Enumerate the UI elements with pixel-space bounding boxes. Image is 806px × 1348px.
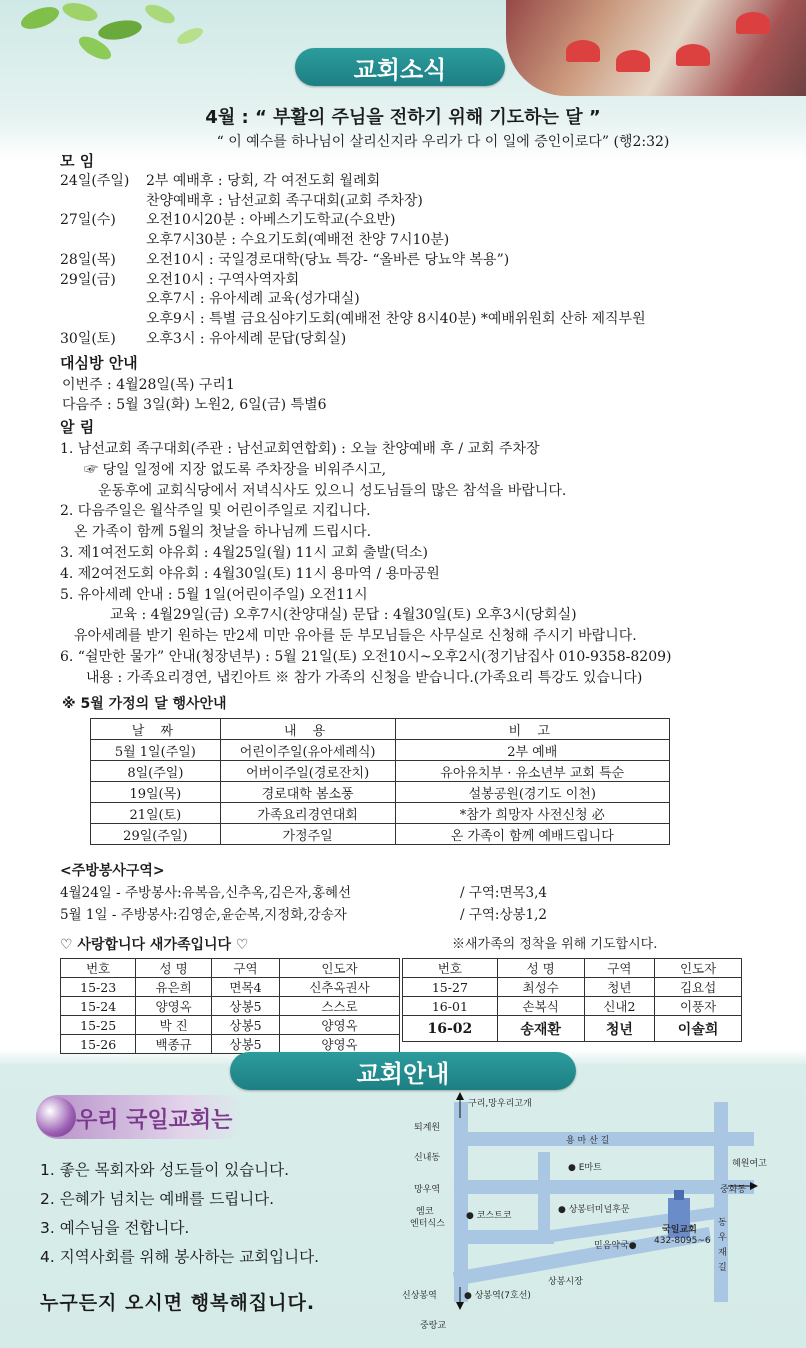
notice-line: 2. 다음주일은 월삭주일 및 어린이주일로 지킵니다.	[60, 503, 371, 520]
new-family-heading: ♡ 사랑합니다 새가족입니다 ♡	[60, 937, 249, 953]
map-label-terminal: ● 상봉터미널후문	[558, 1205, 630, 1215]
events-cell: 가족요리경연대회	[220, 803, 395, 824]
meeting-day: 24일(주일)	[60, 173, 130, 189]
map-label-junghwa: 중화동	[720, 1185, 747, 1195]
events-heading: ※ 5월 가정의 달 행사안내	[62, 696, 227, 712]
map-label-guri: 구리,망우리고개	[468, 1099, 532, 1109]
family-cell: 이풍자	[655, 997, 742, 1016]
family-row	[61, 978, 400, 997]
notice-line: 6. “쉴만한 물가” 안내(청장년부) : 5월 21일(토) 오전10시~오후2시(정기남집사 010-9358-8209)	[60, 649, 672, 665]
map-label-pharmacy: 믿음약국●	[594, 1241, 637, 1251]
family-cell: 15-26	[61, 1035, 136, 1054]
family-cell: 양영옥	[136, 997, 212, 1016]
kitchen-duty: 4월24일 - 주방봉사:유복음,신추옥,김은자,홍혜선	[60, 885, 352, 901]
family-header-row	[403, 959, 742, 978]
church-news-banner: 교회소식	[295, 48, 505, 86]
map-label-sangbong-station: ● 상봉역(7호선)	[464, 1291, 531, 1301]
events-cell: 29일(주일)	[91, 824, 221, 845]
theme-verse: “ 이 예수를 하나님이 살리신지라 우리가 다 이 일에 증인이로다” (행2:32)	[216, 134, 670, 150]
new-family-table-right	[402, 958, 742, 1042]
family-cell: 송재환	[497, 1016, 584, 1042]
family-cell: 면목4	[211, 978, 279, 997]
family-cell: 15-27	[403, 978, 498, 997]
family-cell: 상봉5	[211, 1016, 279, 1035]
visitation-this-week: 이번주 : 4월28일(목) 구리1	[62, 377, 235, 393]
family-cell: 상봉5	[211, 997, 279, 1016]
events-cell: 19일(목)	[91, 782, 221, 803]
events-header-cell: 비 고	[395, 719, 670, 740]
events-row	[91, 761, 670, 782]
family-header-cell: 번호	[61, 959, 136, 978]
family-cell: 양영옥	[280, 1016, 400, 1035]
map-label-jungnang: 중랑교	[420, 1321, 447, 1331]
family-cell: 최성수	[497, 978, 584, 997]
church-info-item: 1. 좋은 목회자와 성도들이 있습니다.	[40, 1161, 290, 1179]
meeting-day: 27일(수)	[60, 212, 116, 229]
events-row	[91, 824, 670, 845]
family-header-row	[61, 959, 400, 978]
meeting-item: 오후9시 : 특별 금요심야기도회(예배전 찬양 8시40분) *예배위원회 산하 제직부원	[146, 310, 646, 327]
kitchen-duty: 5월 1일 - 주방봉사:김영순,윤순복,지정화,강송자	[60, 907, 347, 923]
church-info-item: 2. 은혜가 넘치는 예배를 드립니다.	[40, 1190, 275, 1208]
events-cell: 5월 1일(주일)	[91, 740, 221, 761]
family-row	[61, 1016, 400, 1035]
kitchen-zone: / 구역:상봉1,2	[460, 907, 548, 923]
family-cell: 스스로	[280, 997, 400, 1016]
map-label-mangu: 망우역	[414, 1185, 441, 1195]
notice-line: 1. 남선교회 족구대회(주관 : 남선교회연합회) : 오늘 찬양예배 후 / 교회 주차장	[60, 441, 540, 457]
family-row	[61, 997, 400, 1016]
map-label-sangbong-market: 상봉시장	[548, 1277, 583, 1287]
notice-line: ☞ 당일 일정에 지장 없도록 주차장을 비워주시고,	[84, 461, 387, 478]
events-cell: 유아유치부 · 유소년부 교회 특순	[395, 761, 670, 782]
meetings-heading: 모 임	[60, 152, 95, 170]
location-map	[398, 1092, 778, 1332]
family-header-cell: 번호	[403, 959, 498, 978]
map-label-hyewon: 혜원여고	[732, 1159, 767, 1169]
events-cell: 8일(주일)	[91, 761, 221, 782]
leaves-decoration	[0, 0, 240, 80]
family-row	[403, 1016, 742, 1042]
family-cell: 15-23	[61, 978, 136, 997]
map-label-dongu: 동 우 재 길	[718, 1218, 727, 1273]
family-header-cell: 인도자	[655, 959, 742, 978]
meeting-day: 29일(금)	[60, 271, 116, 288]
map-label-emco2: 엔터식스	[410, 1219, 445, 1229]
family-cell: 신추옥권사	[280, 978, 400, 997]
events-row	[91, 803, 670, 824]
map-label-church: 국일교회	[662, 1225, 697, 1235]
events-cell: 온 가족이 함께 예배드립니다	[395, 824, 670, 845]
map-label-sinnae: 신내동	[414, 1153, 441, 1163]
new-family-table-left	[60, 958, 400, 1054]
family-row	[61, 1035, 400, 1054]
family-cell: 16-01	[403, 997, 498, 1016]
meeting-item: 오후7시 : 유아세례 교육(성가대실)	[146, 291, 360, 308]
map-label-toegyewon: 퇴계원	[414, 1123, 441, 1133]
meeting-item: 오전10시 : 구역사역자회	[146, 271, 300, 288]
visitation-heading: 대심방 안내	[60, 354, 138, 372]
family-cell: 손복식	[497, 997, 584, 1016]
notice-line: 온 가족이 함께 5월의 첫날을 하나님께 드립시다.	[74, 524, 372, 541]
church-info-title-box	[36, 1095, 246, 1139]
family-header-cell: 구역	[211, 959, 279, 978]
notice-line: 4. 제2여전도회 야유회 : 4월30일(토) 11시 용마역 / 용마공원	[60, 565, 440, 582]
family-cell: 유은희	[136, 978, 212, 997]
meeting-day: 28일(목)	[60, 251, 116, 268]
church-info-closing: 누구든지 오시면 행복해집니다.	[40, 1292, 316, 1314]
kitchen-zone: / 구역:면목3,4	[460, 885, 548, 901]
family-cell: 16-02	[403, 1016, 498, 1042]
events-table	[90, 718, 670, 845]
events-cell: 어린이주일(유아세례식)	[220, 740, 395, 761]
map-label-phone: 432-8095~6	[654, 1236, 711, 1246]
kitchen-heading: <주방봉사구역>	[60, 863, 165, 879]
events-cell: *참가 희망자 사전신청 必	[395, 803, 670, 824]
notice-line: 5. 유아세례 안내 : 5월 1일(어린이주일) 오전11시	[60, 586, 368, 603]
family-row	[403, 978, 742, 997]
monthly-theme-title: 4월 : “ 부활의 주님을 전하기 위해 기도하는 달 ”	[205, 107, 601, 128]
events-cell: 21일(토)	[91, 803, 221, 824]
events-row	[91, 782, 670, 803]
notices-heading: 알 림	[60, 418, 95, 436]
meeting-item: 오전10시20분 : 아베스기도학교(수요반)	[146, 212, 396, 229]
meeting-day: 30일(토)	[60, 330, 116, 347]
church-info-item: 3. 예수님을 전합니다.	[40, 1219, 190, 1237]
visitation-next-week: 다음주 : 5월 3일(화) 노원2, 6일(금) 특별6	[62, 397, 327, 413]
church-info-title: 우리 국일교회는	[76, 1108, 233, 1133]
family-cell: 백종규	[136, 1035, 212, 1054]
family-cell: 상봉5	[211, 1035, 279, 1054]
family-cell: 청년	[584, 978, 655, 997]
meeting-item: 오후3시 : 유아세례 문답(당회실)	[146, 330, 347, 347]
church-info-banner: 교회안내	[230, 1052, 576, 1090]
map-label-emart: ● E마트	[568, 1163, 602, 1173]
family-cell: 박 진	[136, 1016, 212, 1035]
new-family-note: ※새가족의 정착을 위해 기도합시다.	[452, 937, 658, 952]
family-header-cell: 성 명	[136, 959, 212, 978]
family-cell: 양영옥	[280, 1035, 400, 1054]
family-header-cell: 인도자	[280, 959, 400, 978]
notice-line: 내용 : 가족요리경연, 냅킨아트 ※ 참가 가족의 신청을 받습니다.(가족요리 특강도 있습니다)	[86, 669, 643, 686]
events-header-cell: 날 짜	[91, 719, 221, 740]
map-label-yongmasan: 용 마 산 길	[566, 1136, 610, 1146]
events-cell: 경로대학 봄소풍	[220, 782, 395, 803]
notice-line: 3. 제1여전도회 야유회 : 4월25일(월) 11시 교회 출발(덕소)	[60, 545, 428, 561]
notice-line: 유아세례를 받기 원하는 만2세 미만 유아를 둔 부모님들은 사무실로 신청해 주시기 바랍니다.	[74, 628, 637, 645]
events-row	[91, 740, 670, 761]
map-label-sinsangbong: 신상봉역	[402, 1291, 437, 1301]
family-row	[403, 997, 742, 1016]
family-cell: 김요섭	[655, 978, 742, 997]
notice-line: 교육 : 4월29일(금) 오후7시(찬양대실) 문답 : 4월30일(토) 오후3시(당회실)	[110, 607, 577, 624]
meeting-item: 찬양예배후 : 남선교회 족구대회(교회 주차장)	[146, 192, 423, 209]
family-header-cell: 성 명	[497, 959, 584, 978]
family-cell: 신내2	[584, 997, 655, 1016]
meeting-item: 오전10시 : 국일경로대학(당뇨 특강- “올바른 당뇨약 복용”)	[146, 251, 510, 268]
church-info-item: 4. 지역사회를 위해 봉사하는 교회입니다.	[40, 1248, 319, 1266]
choir-photo	[506, 0, 806, 96]
events-cell: 어버이주일(경로잔치)	[220, 761, 395, 782]
family-cell: 15-24	[61, 997, 136, 1016]
events-cell: 2부 예배	[395, 740, 670, 761]
purple-ball-icon	[36, 1097, 76, 1137]
events-header-cell: 내 용	[220, 719, 395, 740]
family-cell: 이솔희	[655, 1016, 742, 1042]
map-label-emco: 엠코	[416, 1207, 434, 1217]
map-label-costco: ● 코스트코	[466, 1211, 512, 1221]
family-header-cell: 구역	[584, 959, 655, 978]
events-cell: 설봉공원(경기도 이천)	[395, 782, 670, 803]
family-cell: 15-25	[61, 1016, 136, 1035]
family-cell: 청년	[584, 1016, 655, 1042]
meeting-item: 2부 예배후 : 당회, 각 여전도회 월례회	[146, 173, 381, 189]
events-cell: 가정주일	[220, 824, 395, 845]
meeting-item: 오후7시30분 : 수요기도회(예배전 찬양 7시10분)	[146, 232, 450, 249]
notice-line: 운동후에 교회식당에서 저녁식사도 있으니 성도님들의 많은 참석을 바랍니다.	[98, 482, 567, 499]
